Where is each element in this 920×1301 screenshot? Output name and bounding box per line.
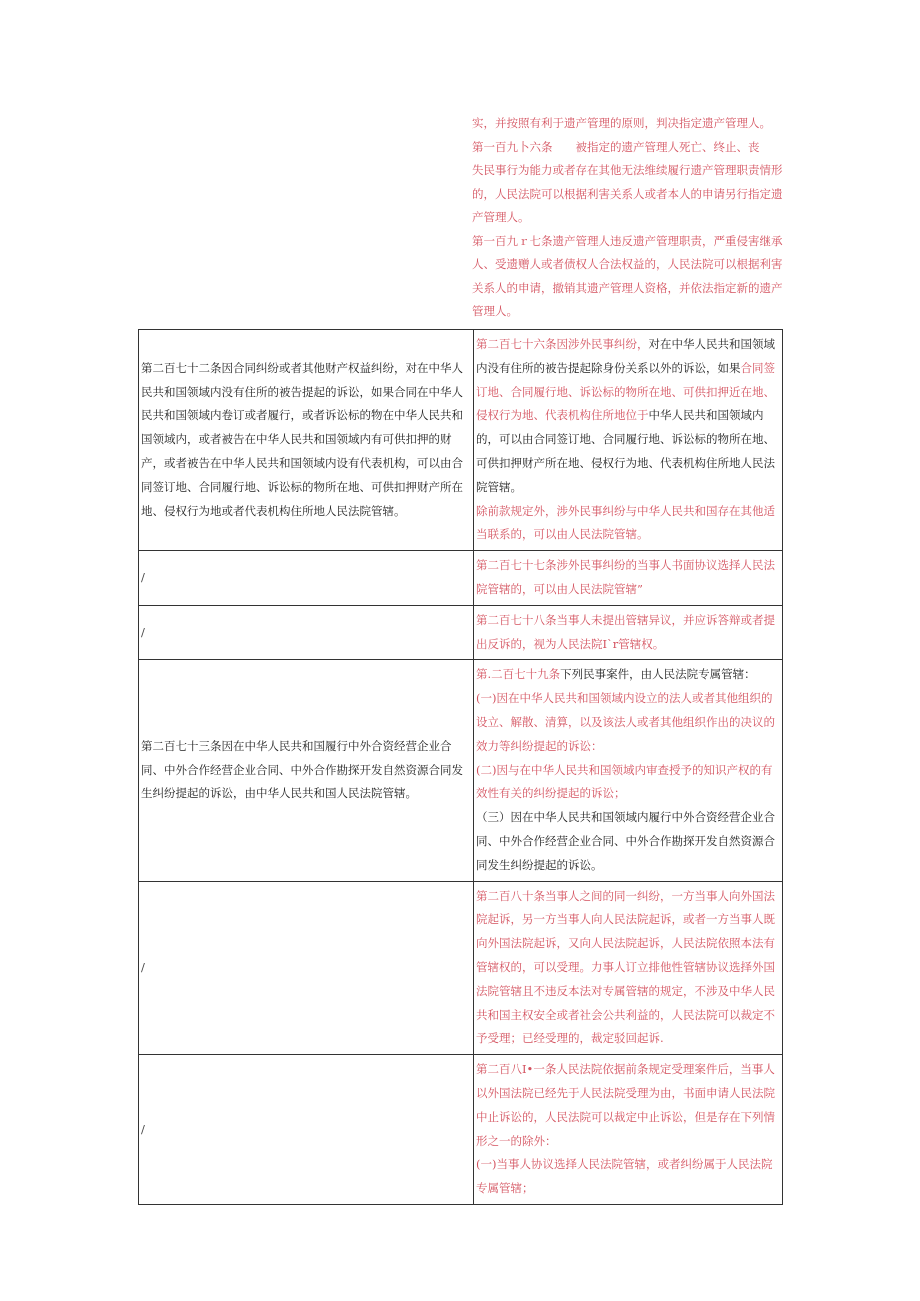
new-article-276-body1: 对在中华人民共和国领域内没有住所的被告提起除身份关系以外的诉讼，如果 xyxy=(476,337,775,375)
old-empty-cell: / xyxy=(139,551,474,606)
old-article-272: 第二百七十二条因合同纠纷或者其他财产权益纠纷，对在中华人民共和国领域内没有住所的被告提起的诉讼，如果合同在中华人民共和国领域内卷订或者履行，或者诉讼标的物在中华人民共和国领域内，或者被告在中华人民共和国领域内有可供扣押的财产，或者被告在中华人民共和国领域内设有代表机构，可以由合同签订地、合同履行地、诉讼标的物所在地、可供扣押财产所在地、侵权行为地或者代表机构住所地人民法院管辖。 xyxy=(139,330,474,551)
top-text-block xyxy=(472,112,792,324)
old-article-273: 第二百七十三条因在中华人民共和国履行中外合资经营企业合同、中外合作经营企业合同、中外合作勘探开发自然资源合同发生纠纷提起的诉讼，由中华人民共和国人民法院管辖。 xyxy=(139,660,474,881)
old-empty-cell: / xyxy=(139,605,474,660)
new-article-276-para2: 除前款规定外，涉外民事纠纷与中华人民共和国存在其他适当联系的，可以由人民法院管辖。 xyxy=(476,503,775,542)
new-article-279-head: 第.二百七十九条 xyxy=(476,667,561,682)
old-empty-cell: / xyxy=(139,1055,474,1205)
comparison-table xyxy=(138,329,783,1205)
new-article-277: 第二百七十七条涉外民事纠纷的当事人书面协议选择人民法院管辖的，可以由人民法院管辖” xyxy=(474,551,783,606)
table-row xyxy=(139,881,783,1055)
new-article-281 xyxy=(474,1055,783,1205)
table-row xyxy=(139,605,783,660)
new-article-280: 第二百八十条当事人之间的同一纠纷，一方当事人向外国法院起诉，另一方当事人向人民法院起诉，或者一方当事人既向外国法院起诉，又向人民法院起诉，人民法院依照本法有管辖权的，可以受理。力事人订立排他性管辖协议选择外国法院管辖且不违反本法对专属管辖的规定，不涉及中华人民共和国主权安全或者社会公共利益的，人民法院可以裁定不予受理；已经受理的，裁定驳回起诉. xyxy=(474,881,783,1055)
new-article-276 xyxy=(474,330,783,551)
table-row xyxy=(139,660,783,881)
top-line-2: 第一百九卜六条 被指定的遗产管理人死亡、终止、丧 xyxy=(472,139,760,154)
new-article-276-head: 第二百七十六条因涉外民事纠纷， xyxy=(476,337,649,351)
new-article-278: 第二百七十八条当事人未提出管辖异议，并应诉答辩或者提出反诉的，视为人民法院Iˋr管辖权。 xyxy=(474,605,783,660)
new-article-281-item1: (一)当事人协议选择人民法院管辖，或者纠纷属于人民法院专属管辖； xyxy=(476,1157,773,1196)
new-article-281-para1: 第二百八I•一条人民法院依据前条规定受理案件后，当事人以外国法院已经先于人民法院受理为由，书面申请人民法院中止诉讼的，人民法院可以裁定中止诉讼，但是存在下列情形之一的除外： xyxy=(476,1062,775,1148)
top-line-4: 第一百九ｒ七条遗产管理人违反遗产管理职责，严重侵害继承人、受遗赠人或者债权人合法权益的，人民法院可以根据利害关系人的申请，撤销其遗产管理人资格，并依法指定新的遗产管理人。 xyxy=(472,233,783,318)
new-article-276-places: 合同签订地、合同履行地、诉讼标的物所在地、可供扣押近在地、侵权行为地、代表机构住所地位于 xyxy=(476,360,775,423)
table-row xyxy=(139,1055,783,1205)
new-article-279 xyxy=(474,660,783,881)
new-article-276-body2: 中华人民共和国领域内的，可以由合同签订地、合同履行地、诉讼标的物所在地、可供扣押财产所在地、侵权行为地、代表机构住所地人民法院管辖。 xyxy=(476,408,775,494)
new-article-279-item2: (二)因与在中华人民共和国领域内审查授予的知识产权的有效性有关的纠纷提起的诉讼； xyxy=(476,762,773,801)
new-article-279-item3: （三）因在中华人民共和国领域内履行中外合资经营企业合同、中外合作经营企业合同、中外合作勘探开发自然资源合同发生纠纷提起的诉讼。 xyxy=(476,810,775,872)
table-row xyxy=(139,551,783,606)
table-row xyxy=(139,330,783,551)
top-line-1: 实，并按照有利于遗产管理的原则，判决指定遗产管理人。 xyxy=(472,116,771,130)
new-article-279-intro: 下列民事案件，由人民法院专属管辖： xyxy=(560,667,756,682)
old-empty-cell: / xyxy=(139,881,474,1055)
new-article-279-item1: (一)因在中华人民共和国领域内设立的法人或者其他组织的设立、解散、清算，以及该法人或者其他组织作出的决议的效力等纠纷提起的诉讼： xyxy=(476,691,775,753)
top-line-3: 失民事行为能力或者存在其他无法维续履行遗产管理职责情形的，人民法院可以根据利害关系人或者本人的申请另行指定遗产管理人。 xyxy=(472,163,783,224)
